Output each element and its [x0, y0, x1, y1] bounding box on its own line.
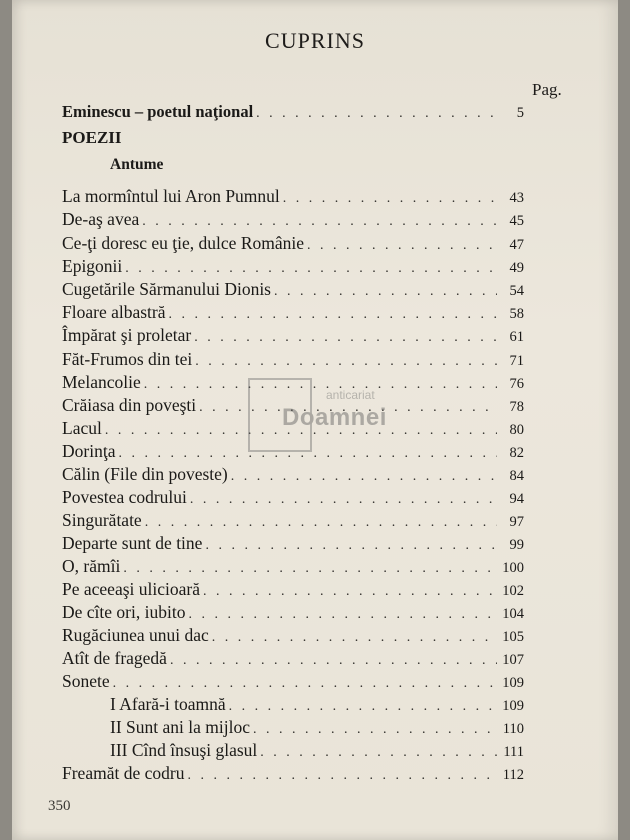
- toc-entry-page: 99: [509, 537, 524, 553]
- dot-leader: [260, 745, 497, 761]
- dot-leader: [188, 607, 497, 623]
- page-number: 350: [48, 798, 71, 814]
- toc-entry-page: 45: [509, 213, 524, 229]
- toc-entry-title: De cîte ori, iubito: [62, 602, 186, 622]
- toc-entry-title: Crăiasa din poveşti: [62, 395, 197, 415]
- toc-entry-title: Povestea codrului: [62, 487, 187, 507]
- toc-entry-page: 61: [509, 329, 524, 345]
- page-title: CUPRINS: [265, 28, 365, 53]
- toc-entry-title: III Cînd însuşi glasul: [110, 740, 258, 760]
- dot-leader: [274, 284, 497, 300]
- toc-entry: [62, 441, 524, 463]
- section-heading: POEZII: [62, 128, 122, 147]
- toc-entry: [62, 625, 524, 647]
- toc-entry: [62, 279, 524, 301]
- toc-entry-title: Eminescu – poetul naţional: [62, 102, 254, 121]
- toc-entry-title: Departe sunt de tine: [62, 533, 203, 553]
- dot-leader: [105, 423, 497, 439]
- toc-entry-title: La mormîntul lui Aron Pumnul: [62, 186, 280, 206]
- dot-leader: [113, 676, 497, 692]
- dot-leader: [144, 377, 497, 393]
- toc-entry-page: 49: [509, 260, 524, 276]
- toc-entry-title: Melancolie: [62, 372, 141, 392]
- dot-leader: [307, 238, 497, 254]
- toc-entry-title: Ce-ţi doresc eu ţie, dulce Românie: [62, 233, 305, 253]
- toc-entry-page: 111: [503, 744, 524, 760]
- toc-entry-page: 84: [509, 468, 524, 484]
- toc-entry: [62, 395, 524, 417]
- dot-leader: [142, 214, 497, 230]
- toc-entry-title: Floare albastră: [62, 302, 166, 322]
- dot-leader: [212, 630, 497, 646]
- toc-entry-page: 54: [509, 283, 524, 299]
- dot-leader: [283, 191, 497, 207]
- dot-leader: [125, 261, 497, 277]
- toc-entry-page: 104: [502, 606, 524, 622]
- dot-leader: [194, 330, 497, 346]
- toc-entry: [62, 102, 524, 124]
- watermark-big-text: Doamnei: [282, 404, 387, 431]
- dot-leader: [199, 400, 497, 416]
- toc-entry-page: 107: [502, 652, 524, 668]
- toc-entry: [62, 186, 524, 208]
- dot-leader: [253, 722, 497, 738]
- toc-entry: [62, 487, 524, 509]
- toc-entry-title: Împărat şi proletar: [62, 325, 192, 345]
- toc-entry: [62, 464, 524, 486]
- toc-entry: [62, 302, 524, 324]
- toc-entry-page: 58: [509, 306, 524, 322]
- toc-entry-page: 78: [509, 399, 524, 415]
- toc-entry-page: 43: [509, 190, 524, 206]
- dot-leader: [169, 307, 498, 323]
- toc-entry: [62, 209, 524, 231]
- toc-entry-page: 109: [502, 675, 524, 691]
- toc-entry-page: 80: [509, 422, 524, 438]
- toc-entry-title: Dorinţa: [62, 441, 116, 461]
- toc-entry-title: Atît de fragedă: [62, 648, 167, 668]
- toc-entry-page: 47: [509, 237, 524, 253]
- toc-entry: [62, 325, 524, 347]
- toc-entry-page: 112: [502, 767, 524, 783]
- toc-entry-title: Călin (File din poveste): [62, 464, 228, 484]
- toc-entry-page: 5: [516, 105, 524, 121]
- toc-entry-page: 102: [502, 583, 524, 599]
- toc-entry-title: Cugetările Sărmanului Dionis: [62, 279, 271, 299]
- toc-entry-page: 105: [502, 629, 524, 645]
- toc-entry: [62, 556, 524, 578]
- watermark-small-text: anticariat: [326, 388, 375, 402]
- toc-entry: [62, 372, 524, 394]
- dot-leader: [123, 561, 497, 577]
- dot-leader: [229, 699, 497, 715]
- toc-entry-title: Făt-Frumos din tei: [62, 349, 193, 369]
- toc-entry-title: Sonete: [62, 671, 110, 691]
- toc-entry-page: 82: [509, 445, 524, 461]
- page-column-label: Pag.: [532, 80, 562, 99]
- toc-entry: [62, 533, 524, 555]
- dot-leader: [195, 354, 497, 370]
- toc-subentry: [110, 717, 524, 739]
- toc-entry-page: 110: [502, 721, 524, 737]
- toc-entry-title: Pe aceeaşi ulicioară: [62, 579, 200, 599]
- toc-entry-title: Rugăciunea unui dac: [62, 625, 209, 645]
- dot-leader: [145, 515, 497, 531]
- toc-entry-title: O, rămîi: [62, 556, 121, 576]
- toc-entry-page: 71: [509, 353, 524, 369]
- dot-leader: [190, 492, 497, 508]
- toc-entry: [62, 256, 524, 278]
- dot-leader: [231, 469, 497, 485]
- toc-subentry: [110, 694, 524, 716]
- toc-entry-page: 97: [509, 514, 524, 530]
- toc-entry-page: 76: [509, 376, 524, 392]
- toc-entry-page: 94: [509, 491, 524, 507]
- toc-entry-title: Epigonii: [62, 256, 123, 276]
- toc-entry: [62, 763, 524, 785]
- toc-entry: [62, 602, 524, 624]
- dot-leader: [203, 584, 497, 600]
- toc-entry-title: Freamăt de codru: [62, 763, 185, 783]
- toc-entry-title: I Afară-i toamnă: [110, 694, 226, 714]
- toc-subentry: [110, 740, 524, 762]
- toc-entry: [62, 671, 524, 693]
- dot-leader: [256, 106, 497, 122]
- toc-entry-page: 100: [502, 560, 524, 576]
- toc-entry: [62, 579, 524, 601]
- book-page: [12, 0, 618, 840]
- toc-entry: [62, 418, 524, 440]
- dot-leader: [118, 446, 497, 462]
- toc-entry: [62, 349, 524, 371]
- dot-leader: [205, 538, 497, 554]
- dot-leader: [187, 768, 497, 784]
- toc-entry: [62, 510, 524, 532]
- subsection-heading: Antume: [110, 156, 164, 173]
- toc-entry: [62, 648, 524, 670]
- toc-entry-title: Singurătate: [62, 510, 142, 530]
- toc-entry-page: 109: [502, 698, 524, 714]
- toc-entry-title: Lacul: [62, 418, 102, 438]
- toc-entry-title: De-aş avea: [62, 209, 140, 229]
- toc-entry: [62, 233, 524, 255]
- dot-leader: [170, 653, 497, 669]
- toc-entry-title: II Sunt ani la mijloc: [110, 717, 250, 737]
